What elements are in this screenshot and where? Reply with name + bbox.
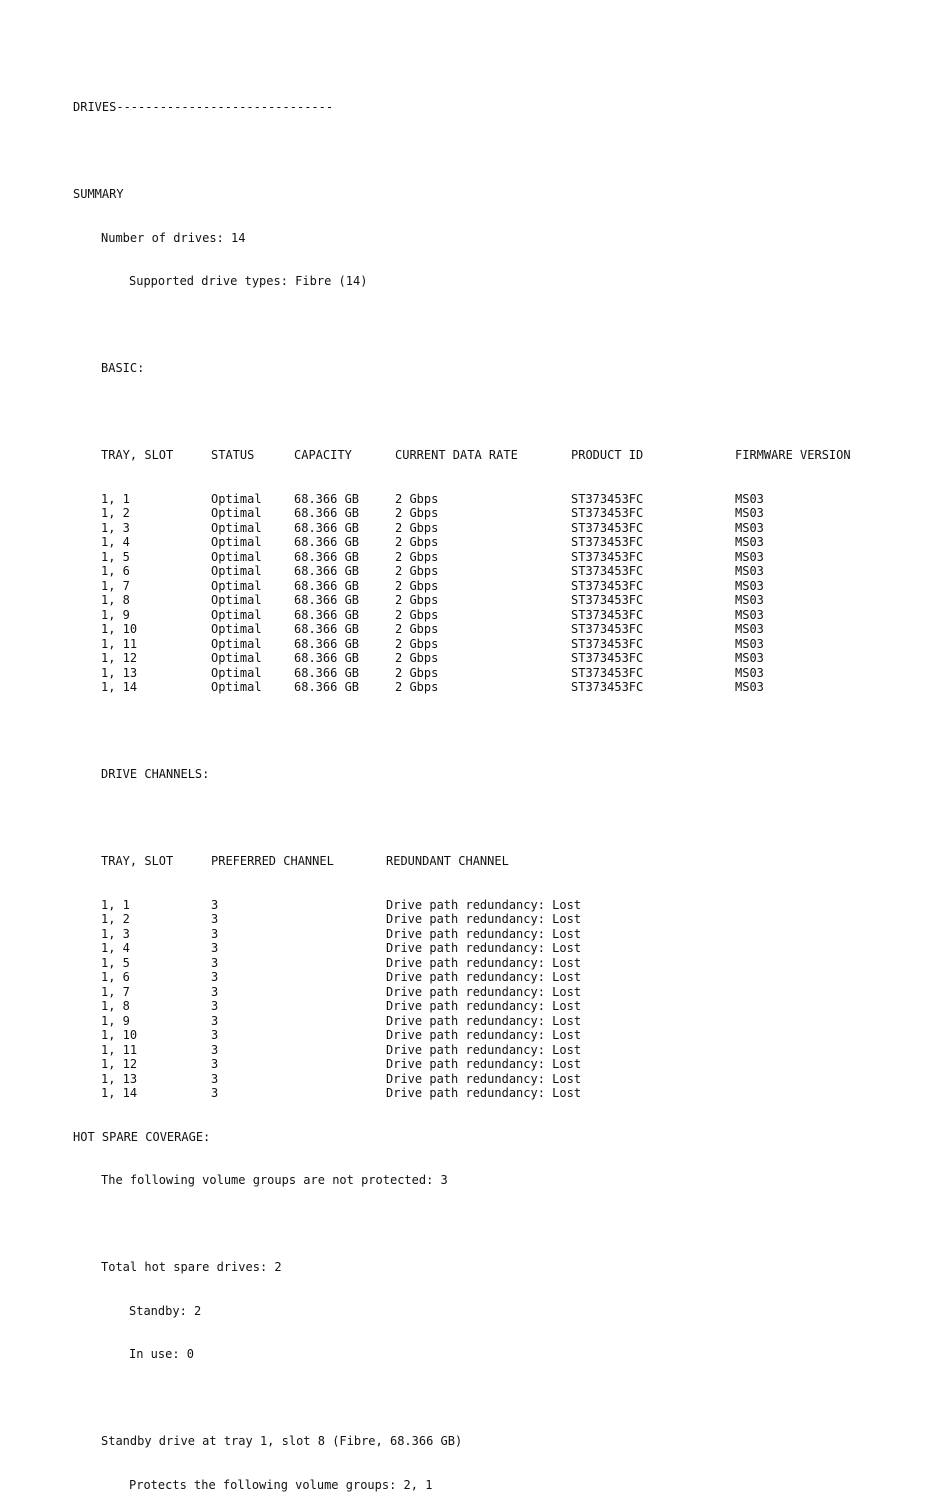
drive-row [73,578,764,594]
data-rate-cell: 2 Gbps [395,680,439,694]
redundant-channel-cell: Drive path redundancy: Lost [386,897,582,912]
redundant-channel-cell: Drive path redundancy: Lost [386,970,582,984]
redundant-channel-cell: Drive path redundancy: Lost [386,1042,582,1057]
tray-slot-cell: 1, 6 [101,564,130,578]
tray-slot-cell: 1, 9 [101,607,130,622]
tray-slot-cell: 1, 4 [101,941,130,955]
preferred-channel-cell: 3 [211,984,219,999]
drive-row [73,607,764,623]
capacity-cell: 68.366 GB [294,651,360,665]
firmware-cell: MS03 [735,607,764,622]
channel-row [73,984,582,1000]
capacity-cell: 68.366 GB [294,622,360,636]
tray-slot-cell: 1, 12 [101,1057,138,1071]
firmware-cell: MS03 [735,520,764,535]
preferred-channel-cell: 3 [211,941,219,955]
status-cell: Optimal [211,607,262,622]
supported-types: Supported drive types: Fibre (14) [129,274,368,288]
redundant-channel-cell: Drive path redundancy: Lost [386,955,582,970]
tray-slot-cell: 1, 10 [101,622,138,636]
capacity-cell: 68.366 GB [294,491,360,506]
status-cell: Optimal [211,564,262,578]
report-title: DRIVES------------------------------ [73,100,334,114]
tray-slot-cell: 1, 11 [101,1042,138,1057]
capacity-cell: 68.366 GB [294,520,360,535]
preferred-channel-cell: 3 [211,1028,219,1042]
product-id-cell: ST373453FC [571,607,644,622]
channel-row [73,1013,582,1029]
tray-slot-cell: 1, 14 [101,680,138,694]
col-data-rate: CURRENT DATA RATE [395,448,518,462]
tray-slot-cell: 1, 1 [101,897,130,912]
status-cell: Optimal [211,520,262,535]
product-id-cell: ST373453FC [571,535,644,549]
channel-row [73,999,582,1014]
redundant-channel-cell: Drive path redundancy: Lost [386,984,582,999]
firmware-cell: MS03 [735,651,764,665]
drive-row [73,636,764,652]
preferred-channel-cell: 3 [211,1071,219,1086]
firmware-cell: MS03 [735,549,764,564]
num-drives: Number of drives: 14 [101,230,246,245]
firmware-cell: MS03 [735,578,764,593]
status-cell: Optimal [211,636,262,651]
preferred-channel-cell: 3 [211,912,219,926]
capacity-cell: 68.366 GB [294,593,360,607]
firmware-cell: MS03 [735,564,764,578]
drive-row [73,549,764,565]
channels-table-body [73,897,582,1101]
data-rate-cell: 2 Gbps [395,622,439,636]
col-firmware: FIRMWARE VERSION [735,448,851,462]
tray-slot-cell: 1, 13 [101,1071,138,1086]
preferred-channel-cell: 3 [211,1086,219,1100]
drive-row [73,593,764,608]
channels-header-row [73,854,509,869]
basic-header-row [73,448,851,463]
capacity-cell: 68.366 GB [294,636,360,651]
col-redundant-channel: REDUNDANT CHANNEL [386,854,509,868]
capacity-cell: 68.366 GB [294,607,360,622]
redundant-channel-cell: Drive path redundancy: Lost [386,1028,582,1042]
status-cell: Optimal [211,593,262,607]
status-cell: Optimal [211,651,262,665]
product-id-cell: ST373453FC [571,680,644,694]
channel-row [73,926,582,942]
tray-slot-cell: 1, 7 [101,578,130,593]
capacity-cell: 68.366 GB [294,564,360,578]
status-cell: Optimal [211,622,262,636]
firmware-cell: MS03 [735,535,764,549]
firmware-cell: MS03 [735,622,764,636]
redundant-channel-cell: Drive path redundancy: Lost [386,999,582,1013]
redundant-channel-cell: Drive path redundancy: Lost [386,1057,582,1071]
data-rate-cell: 2 Gbps [395,636,439,651]
product-id-cell: ST373453FC [571,651,644,665]
tray-slot-cell: 1, 2 [101,506,130,520]
data-rate-cell: 2 Gbps [395,651,439,665]
col-product-id: PRODUCT ID [571,448,644,462]
drive-row [73,665,764,681]
tray-slot-cell: 1, 5 [101,549,130,564]
in-use-count: In use: 0 [129,1347,195,1361]
channel-row [73,1071,582,1087]
tray-slot-cell: 1, 13 [101,665,138,680]
product-id-cell: ST373453FC [571,506,644,520]
channel-row [73,1042,582,1058]
data-rate-cell: 2 Gbps [395,535,439,549]
tray-slot-cell: 1, 9 [101,1013,130,1028]
status-cell: Optimal [211,578,262,593]
product-id-cell: ST373453FC [571,549,644,564]
channel-row [73,955,582,971]
capacity-cell: 68.366 GB [294,665,360,680]
status-cell: Optimal [211,506,262,520]
preferred-channel-cell: 3 [211,926,219,941]
channel-row [73,897,582,913]
drive-row [73,564,764,579]
drives-report [73,71,851,1507]
drive-row [73,491,764,507]
redundant-channel-cell: Drive path redundancy: Lost [386,1071,582,1086]
channel-row [73,1028,582,1043]
channel-row [73,912,582,927]
status-cell: Optimal [211,680,262,694]
hot-spare-heading: HOT SPARE COVERAGE: [73,1129,211,1144]
tray-slot-cell: 1, 3 [101,520,130,535]
status-cell: Optimal [211,491,262,506]
not-protected-text: The following volume groups are not protected: 3 [101,1173,448,1187]
col-status: STATUS [211,448,255,462]
col-tray-slot: TRAY, SLOT [101,448,174,462]
data-rate-cell: 2 Gbps [395,665,439,680]
preferred-channel-cell: 3 [211,1013,219,1028]
drive-row [73,680,764,695]
capacity-cell: 68.366 GB [294,535,360,549]
tray-slot-cell: 1, 6 [101,970,130,984]
basic-table-body [73,491,764,695]
data-rate-cell: 2 Gbps [395,564,439,578]
firmware-cell: MS03 [735,665,764,680]
tray-slot-cell: 1, 3 [101,926,130,941]
preferred-channel-cell: 3 [211,1057,219,1071]
redundant-channel-cell: Drive path redundancy: Lost [386,912,582,926]
tray-slot-cell: 1, 7 [101,984,130,999]
channels-heading: DRIVE CHANNELS: [101,767,210,781]
tray-slot-cell: 1, 8 [101,999,130,1013]
capacity-cell: 68.366 GB [294,549,360,564]
channel-row [73,1057,582,1072]
protected-groups: Protects the following volume groups: 2, 1 [129,1477,433,1492]
redundant-channel-cell: Drive path redundancy: Lost [386,926,582,941]
data-rate-cell: 2 Gbps [395,578,439,593]
drive-row [73,651,764,666]
data-rate-cell: 2 Gbps [395,593,439,607]
firmware-cell: MS03 [735,491,764,506]
capacity-cell: 68.366 GB [294,578,360,593]
capacity-cell: 68.366 GB [294,680,360,694]
drive-row [73,622,764,637]
col-capacity: CAPACITY [294,448,352,462]
data-rate-cell: 2 Gbps [395,520,439,535]
capacity-cell: 68.366 GB [294,506,360,520]
standby-drive-info: Standby drive at tray 1, slot 8 (Fibre, 68.366 GB) [101,1434,463,1448]
product-id-cell: ST373453FC [571,636,644,651]
drive-row [73,520,764,536]
preferred-channel-cell: 3 [211,970,219,984]
product-id-cell: ST373453FC [571,622,644,636]
firmware-cell: MS03 [735,680,764,694]
preferred-channel-cell: 3 [211,897,219,912]
drive-row [73,506,764,521]
col-tray-slot: TRAY, SLOT [101,854,174,868]
product-id-cell: ST373453FC [571,593,644,607]
standby-count: Standby: 2 [129,1303,202,1318]
drive-row [73,535,764,550]
summary-heading: SUMMARY [73,187,124,201]
product-id-cell: ST373453FC [571,665,644,680]
preferred-channel-cell: 3 [211,1042,219,1057]
redundant-channel-cell: Drive path redundancy: Lost [386,941,582,955]
redundant-channel-cell: Drive path redundancy: Lost [386,1086,582,1100]
status-cell: Optimal [211,535,262,549]
product-id-cell: ST373453FC [571,491,644,506]
tray-slot-cell: 1, 5 [101,955,130,970]
product-id-cell: ST373453FC [571,578,644,593]
basic-heading: BASIC: [101,361,145,375]
col-preferred-channel: PREFERRED CHANNEL [211,854,334,868]
channel-row [73,941,582,956]
channel-row [73,1086,582,1101]
data-rate-cell: 2 Gbps [395,506,439,520]
channel-row [73,970,582,985]
preferred-channel-cell: 3 [211,999,219,1013]
preferred-channel-cell: 3 [211,955,219,970]
tray-slot-cell: 1, 11 [101,636,138,651]
tray-slot-cell: 1, 4 [101,535,130,549]
tray-slot-cell: 1, 14 [101,1086,138,1100]
firmware-cell: MS03 [735,506,764,520]
data-rate-cell: 2 Gbps [395,491,439,506]
product-id-cell: ST373453FC [571,520,644,535]
firmware-cell: MS03 [735,593,764,607]
status-cell: Optimal [211,549,262,564]
total-hot-spares: Total hot spare drives: 2 [101,1260,282,1274]
tray-slot-cell: 1, 2 [101,912,130,926]
data-rate-cell: 2 Gbps [395,549,439,564]
tray-slot-cell: 1, 12 [101,651,138,665]
firmware-cell: MS03 [735,636,764,651]
tray-slot-cell: 1, 8 [101,593,130,607]
tray-slot-cell: 1, 1 [101,491,130,506]
product-id-cell: ST373453FC [571,564,644,578]
status-cell: Optimal [211,665,262,680]
tray-slot-cell: 1, 10 [101,1028,138,1042]
redundant-channel-cell: Drive path redundancy: Lost [386,1013,582,1028]
data-rate-cell: 2 Gbps [395,607,439,622]
